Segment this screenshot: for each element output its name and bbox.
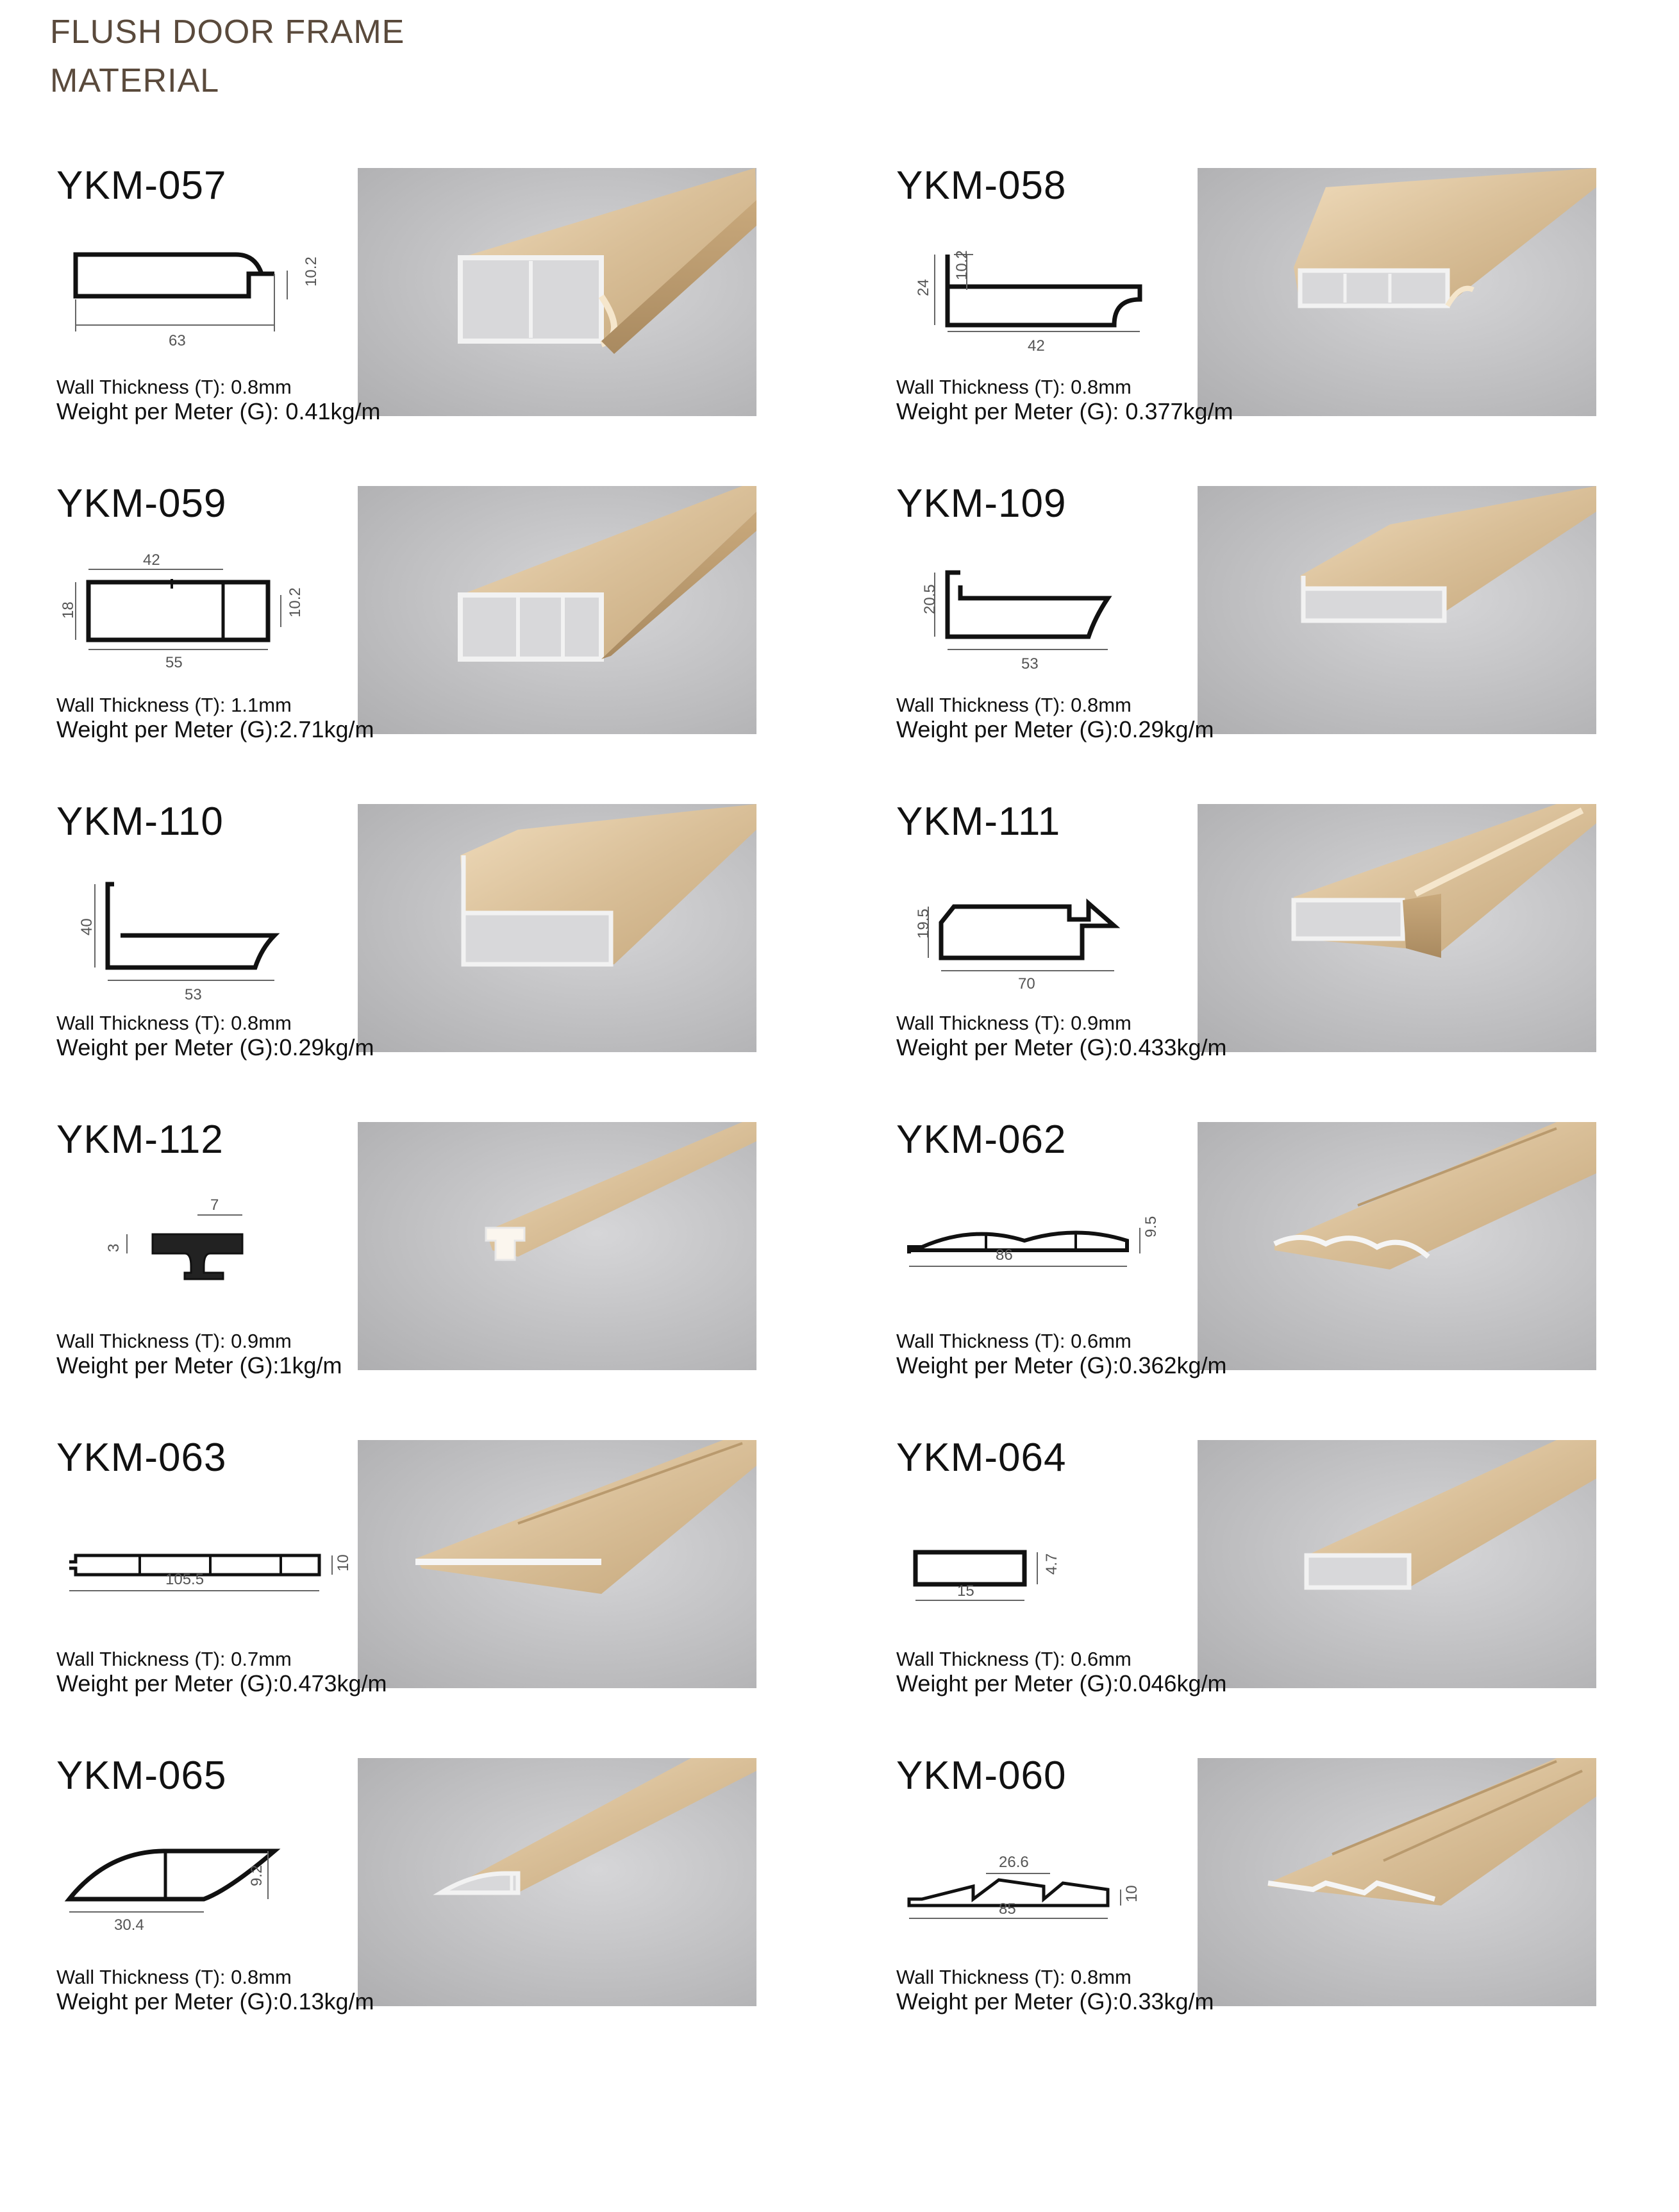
product-card-ykm-109 xyxy=(890,482,1659,755)
dim-label: 53 xyxy=(1021,655,1039,673)
dim-label: 85 xyxy=(999,1900,1016,1918)
product-card-ykm-110 xyxy=(50,800,819,1073)
product-card-ykm-063 xyxy=(50,1436,819,1709)
weight-per-meter: Weight per Meter (G):0.473kg/m xyxy=(56,1670,387,1697)
weight-per-meter: Weight per Meter (G):0.33kg/m xyxy=(896,1988,1214,2015)
dim-label: 42 xyxy=(143,553,160,569)
product-code: YKM-112 xyxy=(56,1118,224,1162)
dim-label: 105.5 xyxy=(165,1571,205,1588)
wall-thickness: Wall Thickness (T): 0.6mm xyxy=(896,1648,1132,1670)
wall-thickness: Wall Thickness (T): 0.8mm xyxy=(896,694,1132,716)
weight-per-meter: Weight per Meter (G): 0.377kg/m xyxy=(896,398,1233,424)
product-photo xyxy=(1198,1440,1596,1688)
header-title-line2: MATERIAL xyxy=(50,62,220,99)
weight-per-meter: Weight per Meter (G):0.046kg/m xyxy=(896,1670,1227,1697)
product-card-ykm-057 xyxy=(50,163,819,437)
weight-per-meter: Weight per Meter (G):0.433kg/m xyxy=(896,1034,1227,1060)
profile-drawing xyxy=(896,553,1217,694)
product-card-ykm-062 xyxy=(890,1118,1659,1391)
profile-drawing xyxy=(896,1825,1217,1966)
wall-thickness: Wall Thickness (T): 0.6mm xyxy=(896,1330,1132,1352)
product-photo xyxy=(358,1440,756,1688)
product-code: YKM-057 xyxy=(56,163,227,208)
product-code: YKM-063 xyxy=(56,1436,227,1480)
product-card-ykm-059 xyxy=(50,482,819,755)
product-card-ykm-064 xyxy=(890,1436,1659,1709)
dim-label: 10.2 xyxy=(303,256,320,287)
wall-thickness: Wall Thickness (T): 0.8mm xyxy=(56,1966,292,1988)
wall-thickness: Wall Thickness (T): 0.8mm xyxy=(56,376,292,398)
weight-per-meter: Weight per Meter (G):0.29kg/m xyxy=(896,716,1214,742)
dim-label: 10.2 xyxy=(953,250,971,280)
product-photo xyxy=(1198,168,1596,416)
product-code: YKM-065 xyxy=(56,1754,227,1798)
profile-drawing xyxy=(896,871,1217,1012)
dim-label: 24 xyxy=(915,279,932,296)
product-photo xyxy=(1198,1122,1596,1370)
weight-per-meter: Weight per Meter (G):0.362kg/m xyxy=(896,1352,1227,1378)
dim-label: 63 xyxy=(169,332,186,349)
dim-label: 4.7 xyxy=(1043,1553,1060,1575)
product-card-ykm-065 xyxy=(50,1754,819,2027)
dim-label: 70 xyxy=(1018,975,1035,993)
wall-thickness: Wall Thickness (T): 0.8mm xyxy=(896,376,1132,398)
weight-per-meter: Weight per Meter (G):1kg/m xyxy=(56,1352,342,1378)
product-code: YKM-111 xyxy=(896,800,1061,844)
wall-thickness: Wall Thickness (T): 0.9mm xyxy=(56,1330,292,1352)
product-photo xyxy=(358,804,756,1052)
profile-drawing xyxy=(56,1189,377,1330)
product-code: YKM-060 xyxy=(896,1754,1067,1798)
product-card-ykm-112 xyxy=(50,1118,819,1391)
dim-label: 10 xyxy=(1123,1885,1140,1902)
dim-label: 15 xyxy=(957,1582,974,1600)
product-code: YKM-109 xyxy=(896,482,1067,526)
product-card-ykm-111 xyxy=(890,800,1659,1073)
profile-drawing xyxy=(896,1507,1217,1648)
profile-drawing xyxy=(56,235,377,376)
profile-drawing xyxy=(56,871,377,1012)
wall-thickness: Wall Thickness (T): 0.8mm xyxy=(896,1966,1132,1988)
product-code: YKM-062 xyxy=(896,1118,1067,1162)
profile-drawing xyxy=(56,1825,377,1966)
product-photo xyxy=(358,486,756,734)
dim-label: 55 xyxy=(165,654,183,671)
profile-drawing xyxy=(896,1189,1217,1330)
profile-drawing xyxy=(56,1507,377,1648)
page-header xyxy=(50,8,405,105)
header-title-line1: FLUSH DOOR FRAME xyxy=(50,13,405,51)
product-photo xyxy=(1198,486,1596,734)
product-code: YKM-058 xyxy=(896,163,1067,208)
dim-label: 10.2 xyxy=(287,587,304,617)
wall-thickness: Wall Thickness (T): 1.1mm xyxy=(56,694,292,716)
product-photo xyxy=(358,168,756,416)
dim-label: 3 xyxy=(105,1243,122,1252)
weight-per-meter: Weight per Meter (G):0.29kg/m xyxy=(56,1034,374,1060)
wall-thickness: Wall Thickness (T): 0.7mm xyxy=(56,1648,292,1670)
dim-label: 30.4 xyxy=(114,1916,144,1934)
dim-label: 86 xyxy=(996,1246,1013,1264)
dim-label: 53 xyxy=(185,986,202,1003)
dim-label: 40 xyxy=(78,918,96,935)
product-photo xyxy=(358,1758,756,2006)
weight-per-meter: Weight per Meter (G):2.71kg/m xyxy=(56,716,374,742)
wall-thickness: Wall Thickness (T): 0.9mm xyxy=(896,1012,1132,1034)
dim-label: 7 xyxy=(210,1196,219,1214)
product-card-ykm-058 xyxy=(890,163,1659,437)
product-photo xyxy=(358,1122,756,1370)
product-code: YKM-110 xyxy=(56,800,224,844)
weight-per-meter: Weight per Meter (G):0.13kg/m xyxy=(56,1988,374,2015)
product-photo xyxy=(1198,1758,1596,2006)
dim-label: 10 xyxy=(335,1554,352,1571)
weight-per-meter: Weight per Meter (G): 0.41kg/m xyxy=(56,398,381,424)
dim-label: 9.2 xyxy=(248,1864,265,1886)
dim-label: 19.5 xyxy=(915,909,932,939)
wall-thickness: Wall Thickness (T): 0.8mm xyxy=(56,1012,292,1034)
product-code: YKM-059 xyxy=(56,482,227,526)
product-code: YKM-064 xyxy=(896,1436,1067,1480)
dim-label: 26.6 xyxy=(999,1854,1029,1871)
dim-label: 18 xyxy=(60,601,77,619)
product-card-ykm-060 xyxy=(890,1754,1659,2027)
dim-label: 42 xyxy=(1028,337,1045,355)
dim-label: 9.5 xyxy=(1142,1216,1160,1237)
dim-label: 20.5 xyxy=(921,584,939,614)
profile-drawing xyxy=(896,235,1217,376)
profile-drawing xyxy=(56,553,377,694)
product-photo xyxy=(1198,804,1596,1052)
